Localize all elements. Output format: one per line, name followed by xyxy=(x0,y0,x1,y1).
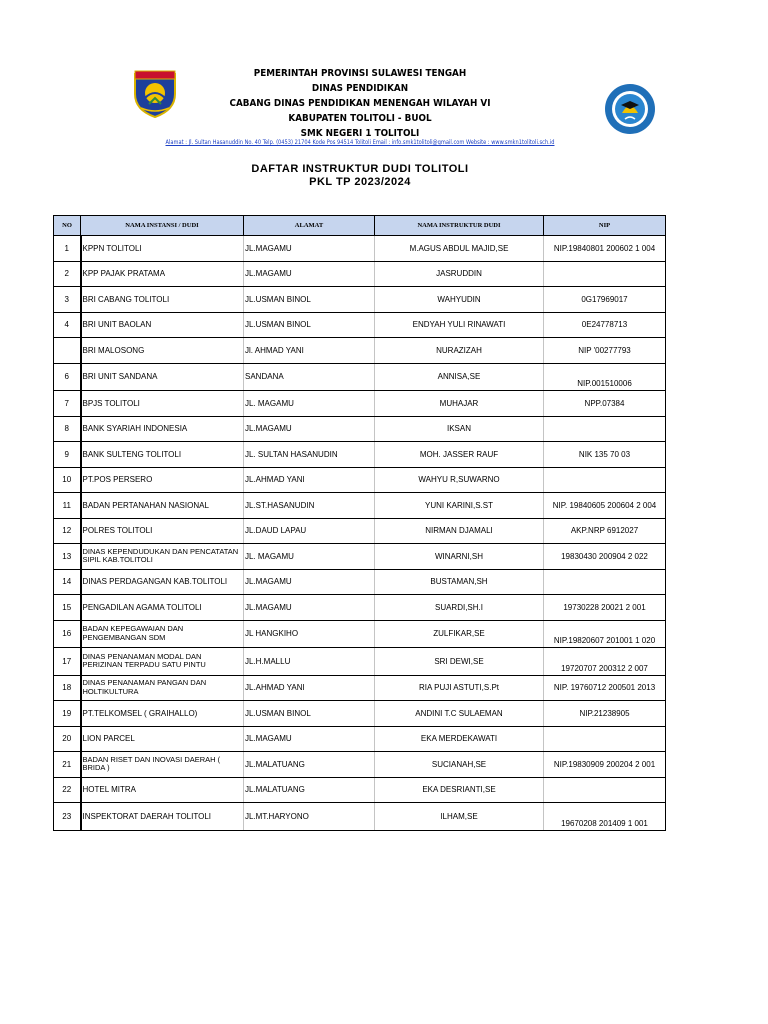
letterhead-line-agency: DINAS PENDIDIKAN xyxy=(311,83,409,94)
institution-address: JL.MAGAMU xyxy=(244,416,375,442)
instructor-nip: NIP. 19760712 200501 2013 xyxy=(544,675,666,701)
instructor-name: RIA PUJI ASTUTI,S.Pt xyxy=(375,675,544,701)
institution-name: BRI MALOSONG xyxy=(81,338,244,364)
instructor-nip xyxy=(544,467,666,493)
row-number: 17 xyxy=(54,648,81,676)
instructor-name: WINARNI,SH xyxy=(375,544,544,570)
institution-name: BRI UNIT SANDANA xyxy=(81,363,244,391)
instructor-nip: 19830430 200904 2 022 xyxy=(544,544,666,570)
institution-address: JL.MAGAMU xyxy=(244,236,375,262)
row-number: 19 xyxy=(54,701,81,727)
instructor-name: YUNI KARINI,S.ST xyxy=(375,493,544,519)
row-number: 6 xyxy=(54,363,81,391)
table-row xyxy=(54,416,666,442)
instructor-name: IKSAN xyxy=(375,416,544,442)
instructor-name: EKA MERDEKAWATI xyxy=(375,726,544,752)
table-row xyxy=(54,312,666,338)
row-number: 4 xyxy=(54,312,81,338)
row-number: 22 xyxy=(54,777,81,803)
institution-name: KPP PAJAK PRATAMA xyxy=(81,261,244,287)
school-address-link[interactable]: Alamat : Jl. Sultan Hasanuddin No. 40 Telp. (0453) 21704 Kode Pos 94514 Tolitoli Email : info.smk1tolitoli@gmail.com Website : www.smkn1tolitoli.sch.id xyxy=(165,139,555,146)
institution-address: JL.MALATUANG xyxy=(244,777,375,803)
document-title xyxy=(200,163,520,189)
row-number: 7 xyxy=(54,391,81,417)
table-row xyxy=(54,467,666,493)
instructor-table xyxy=(53,215,666,831)
table-row xyxy=(54,777,666,803)
institution-address: JL.MAGAMU xyxy=(244,569,375,595)
table-row xyxy=(54,752,666,778)
institution-address: JL. MAGAMU xyxy=(244,544,375,570)
institution-name: PT.POS PERSERO xyxy=(81,467,244,493)
instructor-nip xyxy=(544,726,666,752)
instructor-name: BUSTAMAN,SH xyxy=(375,569,544,595)
institution-name: BPJS TOLITOLI xyxy=(81,391,244,417)
institution-name: DINAS PENANAMAN MODAL DAN PERIZINAN TERPADU SATU PINTU xyxy=(81,648,244,676)
instructor-nip: 0E24778713 xyxy=(544,312,666,338)
institution-address: SANDANA xyxy=(244,363,375,391)
instructor-name: SRI DEWI,SE xyxy=(375,648,544,676)
institution-address: JL.H.MALLU xyxy=(244,648,375,676)
institution-address: JL.MT.HARYONO xyxy=(244,803,375,831)
letterhead-line-school: SMK NEGERI 1 TOLITOLI xyxy=(300,128,420,139)
instructor-nip: NIP.19840801 200602 1 004 xyxy=(544,236,666,262)
instructor-nip: NIP. 19840605 200604 2 004 xyxy=(544,493,666,519)
table-row xyxy=(54,261,666,287)
table-row xyxy=(54,363,666,391)
institution-address: JL. SULTAN HASANUDIN xyxy=(244,442,375,468)
row-number: 23 xyxy=(54,803,81,831)
column-header-nip: NIP xyxy=(544,216,666,236)
institution-name: BADAN RISET DAN INOVASI DAERAH ( BRIDA ) xyxy=(81,752,244,778)
instructor-nip: NIK 135 70 03 xyxy=(544,442,666,468)
row-number: 14 xyxy=(54,569,81,595)
table-row xyxy=(54,236,666,262)
instructor-nip: 0G17969017 xyxy=(544,287,666,313)
table-row xyxy=(54,595,666,621)
instructor-name: ENDYAH YULI RINAWATI xyxy=(375,312,544,338)
institution-name: BRI UNIT BAOLAN xyxy=(81,312,244,338)
instructor-nip: AKP.NRP 6912027 xyxy=(544,518,666,544)
row-number: 2 xyxy=(54,261,81,287)
education-ministry-logo xyxy=(603,83,657,135)
institution-name: POLRES TOLITOLI xyxy=(81,518,244,544)
institution-name: LION PARCEL xyxy=(81,726,244,752)
institution-name: BANK SYARIAH INDONESIA xyxy=(81,416,244,442)
instructor-nip: NIP.21238905 xyxy=(544,701,666,727)
table-row xyxy=(54,803,666,831)
row-number: 15 xyxy=(54,595,81,621)
table-row xyxy=(54,287,666,313)
institution-address: JL HANGKIHO xyxy=(244,620,375,648)
institution-address: JL.AHMAD YANI xyxy=(244,675,375,701)
row-number: 3 xyxy=(54,287,81,313)
institution-address: JL.MAGAMU xyxy=(244,726,375,752)
column-header-no: NO xyxy=(54,216,81,236)
table-body xyxy=(54,236,666,831)
letterhead-line-regency: KABUPATEN TOLITOLI - BUOL xyxy=(288,113,432,124)
table-row xyxy=(54,518,666,544)
institution-address: JL.MAGAMU xyxy=(244,595,375,621)
row-number: 21 xyxy=(54,752,81,778)
row-number: 10 xyxy=(54,467,81,493)
institution-name: BRI CABANG TOLITOLI xyxy=(81,287,244,313)
institution-address: JL.MALATUANG xyxy=(244,752,375,778)
instructor-name: JASRUDDIN xyxy=(375,261,544,287)
table-row xyxy=(54,620,666,648)
institution-address: JL.USMAN BINOL xyxy=(244,287,375,313)
table-row xyxy=(54,544,666,570)
instructor-nip: NIP.19830909 200204 2 001 xyxy=(544,752,666,778)
instructor-nip: NIP.19820607 201001 1 020 xyxy=(544,620,666,648)
table-row xyxy=(54,675,666,701)
instructor-nip: 19720707 200312 2 007 xyxy=(544,648,666,676)
institution-address: JL.ST.HASANUDIN xyxy=(244,493,375,519)
instructor-name: ILHAM,SE xyxy=(375,803,544,831)
institution-name: PT.TELKOMSEL ( GRAIHALLO) xyxy=(81,701,244,727)
institution-address: JL.USMAN BINOL xyxy=(244,312,375,338)
instructor-name: WAHYUDIN xyxy=(375,287,544,313)
institution-address: JL.USMAN BINOL xyxy=(244,701,375,727)
institution-name: HOTEL MITRA xyxy=(81,777,244,803)
letterhead-line-government: PEMERINTAH PROVINSI SULAWESI TENGAH xyxy=(253,68,467,79)
institution-name: PENGADILAN AGAMA TOLITOLI xyxy=(81,595,244,621)
instructor-name: SUCIANAH,SE xyxy=(375,752,544,778)
institution-address: JL.DAUD LAPAU xyxy=(244,518,375,544)
table-row xyxy=(54,493,666,519)
institution-name: DINAS KEPENDUDUKAN DAN PENCATATAN SIPIL KAB.TOLITOLI xyxy=(81,544,244,570)
row-number: 1 xyxy=(54,236,81,262)
table-row xyxy=(54,648,666,676)
instructor-name: EKA DESRIANTI,SE xyxy=(375,777,544,803)
row-number: 18 xyxy=(54,675,81,701)
instructor-nip: 19670208 201409 1 001 xyxy=(544,803,666,831)
institution-name: DINAS PERDAGANGAN KAB.TOLITOLI xyxy=(81,569,244,595)
column-header-instructor: NAMA INSTRUKTUR DUDI xyxy=(375,216,544,236)
instructor-nip: NIP '00277793 xyxy=(544,338,666,364)
institution-name: BANK SULTENG TOLITOLI xyxy=(81,442,244,468)
row-number xyxy=(54,338,81,364)
instructor-nip xyxy=(544,569,666,595)
row-number: 9 xyxy=(54,442,81,468)
institution-address: JL. MAGAMU xyxy=(244,391,375,417)
letterhead-line-branch: CABANG DINAS PENDIDIKAN MENENGAH WILAYAH VI xyxy=(229,98,491,109)
institution-address: JL.AHMAD YANI xyxy=(244,467,375,493)
instructor-nip: NPP.07384 xyxy=(544,391,666,417)
instructor-nip xyxy=(544,777,666,803)
instructor-nip: 19730228 20021 2 001 xyxy=(544,595,666,621)
instructor-nip xyxy=(544,416,666,442)
instructor-name: NURAZIZAH xyxy=(375,338,544,364)
instructor-name: MOH. JASSER RAUF xyxy=(375,442,544,468)
table-row xyxy=(54,391,666,417)
table-row xyxy=(54,701,666,727)
table-row xyxy=(54,569,666,595)
row-number: 16 xyxy=(54,620,81,648)
instructor-nip: NIP.001510006 xyxy=(544,363,666,391)
row-number: 13 xyxy=(54,544,81,570)
document-title-main: DAFTAR INSTRUKTUR DUDI TOLITOLI xyxy=(251,163,469,175)
institution-name: DINAS PENANAMAN PANGAN DAN HOLTIKULTURA xyxy=(81,675,244,701)
letterhead xyxy=(219,66,501,141)
document-title-period: PKL TP 2023/2024 xyxy=(309,176,411,188)
table-row xyxy=(54,338,666,364)
column-header-address: ALAMAT xyxy=(244,216,375,236)
institution-name: BADAN PERTANAHAN NASIONAL xyxy=(81,493,244,519)
row-number: 12 xyxy=(54,518,81,544)
row-number: 8 xyxy=(54,416,81,442)
table-row xyxy=(54,726,666,752)
instructor-name: ZULFIKAR,SE xyxy=(375,620,544,648)
institution-address: Jl. AHMAD YANI xyxy=(244,338,375,364)
instructor-name: WAHYU R,SUWARNO xyxy=(375,467,544,493)
table-row xyxy=(54,442,666,468)
instructor-name: ANNISA,SE xyxy=(375,363,544,391)
instructor-name: M.AGUS ABDUL MAJID,SE xyxy=(375,236,544,262)
table-header-row xyxy=(54,216,666,236)
instructor-name: ANDINI T.C SULAEMAN xyxy=(375,701,544,727)
instructor-nip xyxy=(544,261,666,287)
instructor-name: SUARDI,SH.I xyxy=(375,595,544,621)
instructor-name: NIRMAN DJAMALI xyxy=(375,518,544,544)
institution-name: BADAN KEPEGAWAIAN DAN PENGEMBANGAN SDM xyxy=(81,620,244,648)
institution-name: KPPN TOLITOLI xyxy=(81,236,244,262)
institution-name: INSPEKTORAT DAERAH TOLITOLI xyxy=(81,803,244,831)
province-crest-logo xyxy=(131,68,179,118)
row-number: 11 xyxy=(54,493,81,519)
row-number: 20 xyxy=(54,726,81,752)
column-header-institution: NAMA INSTANSI / DUDI xyxy=(81,216,244,236)
institution-address: JL.MAGAMU xyxy=(244,261,375,287)
instructor-name: MUHAJAR xyxy=(375,391,544,417)
